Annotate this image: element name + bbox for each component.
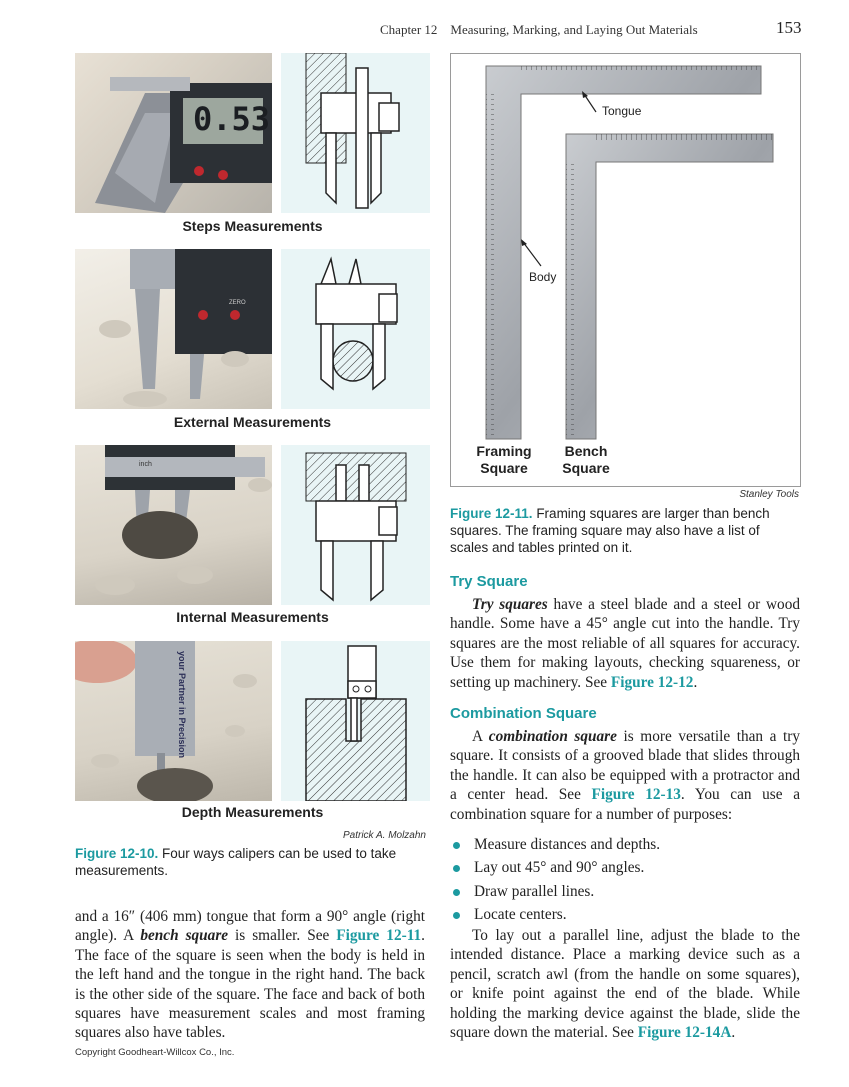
- internal-label: Internal Measurements: [176, 609, 329, 625]
- figure-12-11-caption: [450, 505, 799, 556]
- left-column-text: [75, 907, 425, 1043]
- external-photo: [75, 249, 272, 409]
- figure-12-12-link[interactable]: Figure 12-12: [610, 673, 694, 691]
- figure-12-11-frame: [450, 53, 801, 487]
- internal-diagram: [281, 445, 430, 605]
- steps-photo: [75, 53, 272, 213]
- bench-square-term: bench square: [140, 927, 229, 945]
- try-square-body: have a steel blade and a steel or wood handle. Some have a 45° angle cut into the handle. Try squares are the most reliable of all squares for accuracy. Use them for making layouts, checking squareness, or setting up machinery. See: [450, 596, 800, 691]
- figure-12-10-caption-text: Four ways calipers can be used to take measurements.: [75, 846, 397, 878]
- copyright-footer: Copyright Goodheart-Willcox Co., Inc.: [75, 1047, 235, 1058]
- depth-drawing: [281, 641, 430, 801]
- chapter-title: Measuring, Marking, and Laying Out Materials: [450, 22, 698, 37]
- depth-diagram: [281, 641, 430, 801]
- combo-text-b: is more versatile than a try square. It consists of a grooved blade that slides through the handle. It can also be equipped with a protractor and a center head. See: [450, 728, 801, 804]
- steps-label: Steps Measurements: [182, 218, 323, 234]
- try-squares-term: Try squares: [472, 596, 548, 613]
- depth-photo: [75, 641, 272, 801]
- steps-diagram: [281, 53, 430, 213]
- figure-12-11-link[interactable]: Figure 12-11: [336, 927, 422, 945]
- left-text-a: and a 16″ (406 mm) tongue that form a 90° angle (right angle). A: [75, 908, 425, 945]
- running-header: [380, 22, 698, 38]
- bench-square-label: [551, 443, 621, 477]
- body-callout: Body: [529, 270, 557, 284]
- inch-scale-label: inch: [139, 461, 152, 468]
- page-number: 153: [776, 18, 802, 37]
- caliper-brand-text: your Partner in Precision: [177, 651, 187, 759]
- combination-square-text-2: [450, 926, 800, 1042]
- try-square-end: .: [693, 673, 698, 691]
- zero-button-label: ZERO: [229, 300, 246, 306]
- combo-text-c: . You can use a combination square for a number of purposes:: [450, 786, 800, 823]
- bench-label-line1: Bench: [564, 443, 608, 459]
- list-item: Measure distances and depths.: [450, 835, 800, 858]
- internal-photo: [75, 445, 272, 605]
- external-diagram: [281, 249, 430, 409]
- combination-square-term: combination square: [488, 728, 617, 745]
- tongue-callout: Tongue: [602, 104, 642, 118]
- chapter-number: Chapter 12: [380, 22, 438, 37]
- combo-text-a: A: [472, 728, 489, 745]
- figure-12-10-credit: Patrick A. Molzahn: [343, 830, 426, 841]
- combination-square-uses-list: [450, 835, 800, 929]
- caliper-internal-illustration: [75, 445, 272, 605]
- combination-square-heading: Combination Square: [450, 705, 597, 722]
- lcd-readout: 0.53: [193, 100, 271, 138]
- framing-square-label: [469, 443, 539, 477]
- try-square-heading: Try Square: [450, 573, 528, 590]
- combo-p2: To lay out a parallel line, adjust the blade to the intended distance. Place a marking device such as a pencil, scratch awl (from the handle on some squares), or knife point against the end of the blade. While holding the marking device against the blade, slide the square down the material. See: [450, 927, 800, 1042]
- external-drawing: [281, 249, 430, 409]
- caliper-external-illustration: [75, 249, 272, 409]
- left-text-c: . The face of the square is seen when the body is held in the left hand and the tongue in the right hand. The back is the other side of the square. The face and back of both squares have measurement scales and most framing squares also have tables.: [75, 927, 425, 1042]
- bench-label-line2: Square: [562, 460, 610, 476]
- framing-label-line2: Square: [480, 460, 528, 476]
- figure-12-10-caption: [75, 845, 430, 879]
- framing-label-line1: Framing: [476, 443, 532, 459]
- list-item: Draw parallel lines.: [450, 882, 800, 905]
- list-item: Locate centers.: [450, 905, 800, 928]
- figure-12-11-caption-text: Framing squares are larger than bench squares. The framing square may also have a list of scales and tables printed on it.: [450, 506, 770, 555]
- figure-12-13-link[interactable]: Figure 12-13: [591, 786, 681, 804]
- figure-12-11-credit: Stanley Tools: [739, 489, 799, 500]
- internal-drawing: [281, 445, 430, 605]
- left-text-b: is smaller. See: [228, 927, 337, 945]
- list-item: Lay out 45° and 90° angles.: [450, 858, 800, 881]
- external-label: External Measurements: [173, 414, 332, 430]
- try-square-text: [450, 595, 800, 692]
- steps-drawing: [281, 53, 430, 213]
- combo-p2-end: .: [731, 1024, 736, 1042]
- depth-label: Depth Measurements: [181, 804, 324, 820]
- squares-diagram: [451, 54, 800, 486]
- combination-square-text-1: [450, 727, 800, 824]
- figure-12-14a-link[interactable]: Figure 12-14A: [637, 1024, 732, 1042]
- figure-12-10-number: Figure 12-10.: [75, 846, 159, 861]
- figure-12-11-number: Figure 12-11.: [450, 506, 533, 521]
